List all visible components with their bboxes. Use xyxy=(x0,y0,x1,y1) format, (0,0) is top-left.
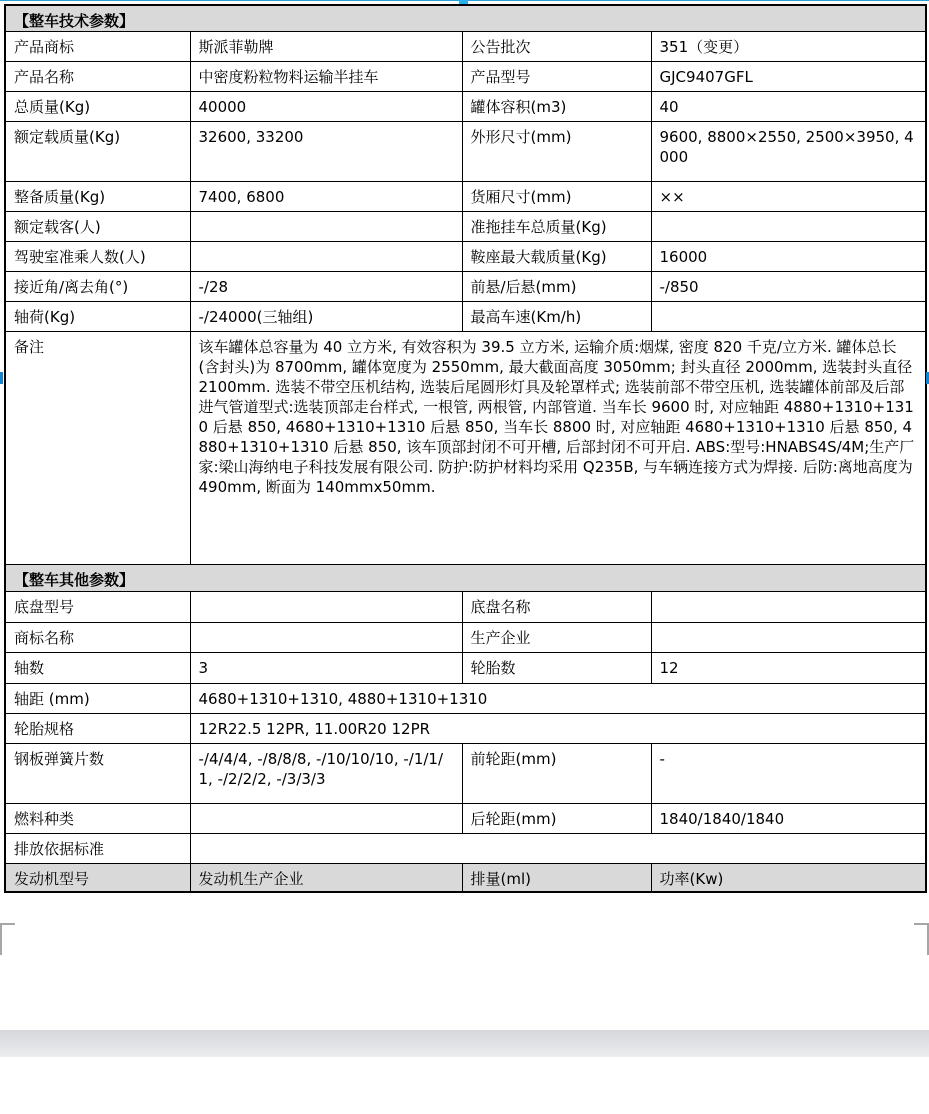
table-row xyxy=(5,62,926,92)
param-label-cell: 底盘名称 xyxy=(462,592,651,623)
section-title: 【整车技术参数】 xyxy=(5,5,926,32)
param-value-cell: -/24000(三轴组) xyxy=(190,302,462,332)
param-value-cell: 斯派菲勒牌 xyxy=(190,32,462,62)
section-header-row xyxy=(5,565,926,592)
param-label-cell: 货厢尺寸(mm) xyxy=(462,182,651,212)
param-value-cell: -/28 xyxy=(190,272,462,302)
param-value-cell: 9600, 8800×2550, 2500×3950, 4000 xyxy=(651,122,926,182)
table-row xyxy=(5,272,926,302)
param-value-cell: - xyxy=(651,744,926,804)
next-frame-corner-left xyxy=(0,923,15,955)
table-row xyxy=(5,684,926,714)
table-row xyxy=(5,592,926,623)
param-label-cell: 钢板弹簧片数 xyxy=(5,744,190,804)
param-value-cell: 16000 xyxy=(651,242,926,272)
param-label-cell: 总质量(Kg) xyxy=(5,92,190,122)
param-label-cell: 前轮距(mm) xyxy=(462,744,651,804)
param-label-cell: 燃料种类 xyxy=(5,804,190,834)
param-label-cell: 罐体容积(m3) xyxy=(462,92,651,122)
next-frame-corner-right xyxy=(914,923,929,955)
param-label-cell: 排量(ml) xyxy=(462,864,651,892)
param-value-cell: 该车罐体总容量为 40 立方米, 有效容积为 39.5 立方米, 运输介质:烟煤, 密度 820 千克/立方米. 罐体总长(含封头)为 8700mm, 罐体宽度为 2550mm, 最大截面高度 3050mm; 封头直径 2000mm, 选装封头直径 2100mm. 选装不带空压机结构, 选装后尾圆形灯具及轮罩样式; 选装前部不带空压机, 选装罐体前部及后部进气管道型式:选装顶部走台样式, 一根管, 两根管, 内部管道. 当车长 9600 时, 对应轴距 4880+1310+1310 后悬 850, 4680+1310+1310 后悬 850, 当车长 8800 时, 对应轴距 4680+1310+1310 后悬 850, 4880+1310+1310 后悬 850, 该车顶部封闭不可开槽, 后部封闭不可开启. ABS:型号:HNABS4S/4M;生产厂家:梁山海纳电子科技发展有限公司. 防护:防护材料均采用 Q235B, 与车辆连接方式为焊接. 后防:离地高度为 490mm, 断面为 140mmx50mm. xyxy=(190,332,926,565)
table-row xyxy=(5,623,926,653)
param-label-cell: 产品型号 xyxy=(462,62,651,92)
param-label-cell: 外形尺寸(mm) xyxy=(462,122,651,182)
param-label-cell: 接近角/离去角(°) xyxy=(5,272,190,302)
bottom-gradient-band xyxy=(0,1030,929,1057)
param-label-cell: 最高车速(Km/h) xyxy=(462,302,651,332)
param-value-cell: GJC9407GFL xyxy=(651,62,926,92)
param-label-cell: 轮胎数 xyxy=(462,653,651,684)
param-label-cell: 备注 xyxy=(5,332,190,565)
param-value-cell xyxy=(651,623,926,653)
param-label-cell: 发动机生产企业 xyxy=(190,864,462,892)
table-row xyxy=(5,302,926,332)
table-row xyxy=(5,714,926,744)
spec-table xyxy=(4,4,927,893)
param-label-cell: 轴数 xyxy=(5,653,190,684)
table-row xyxy=(5,653,926,684)
param-value-cell xyxy=(651,212,926,242)
param-label-cell: 前悬/后悬(mm) xyxy=(462,272,651,302)
param-label-cell: 产品商标 xyxy=(5,32,190,62)
selection-handle-left xyxy=(0,372,3,384)
table-row xyxy=(5,744,926,804)
param-value-cell: 12R22.5 12PR, 11.00R20 12PR xyxy=(190,714,926,744)
param-label-cell: 轴荷(Kg) xyxy=(5,302,190,332)
table-row xyxy=(5,864,926,892)
param-value-cell: 中密度粉粒物料运输半挂车 xyxy=(190,62,462,92)
param-value-cell: 3 xyxy=(190,653,462,684)
param-value-cell: 40000 xyxy=(190,92,462,122)
section-title: 【整车其他参数】 xyxy=(5,565,926,592)
section-header-row xyxy=(5,5,926,32)
table-row xyxy=(5,834,926,864)
param-label-cell: 底盘型号 xyxy=(5,592,190,623)
param-label-cell: 额定载质量(Kg) xyxy=(5,122,190,182)
table-row xyxy=(5,242,926,272)
param-value-cell: 40 xyxy=(651,92,926,122)
param-label-cell: 功率(Kw) xyxy=(651,864,926,892)
table-row xyxy=(5,182,926,212)
param-value-cell: 32600, 33200 xyxy=(190,122,462,182)
param-label-cell: 商标名称 xyxy=(5,623,190,653)
param-label-cell: 驾驶室准乘人数(人) xyxy=(5,242,190,272)
table-row xyxy=(5,804,926,834)
param-value-cell: -/850 xyxy=(651,272,926,302)
param-label-cell: 公告批次 xyxy=(462,32,651,62)
table-row xyxy=(5,212,926,242)
param-label-cell: 发动机型号 xyxy=(5,864,190,892)
param-label-cell: 排放依据标准 xyxy=(5,834,190,864)
param-value-cell: 351（变更） xyxy=(651,32,926,62)
param-value-cell xyxy=(190,834,926,864)
param-value-cell xyxy=(190,242,462,272)
table-row xyxy=(5,332,926,565)
param-label-cell: 整备质量(Kg) xyxy=(5,182,190,212)
param-value-cell xyxy=(651,592,926,623)
param-label-cell: 轮胎规格 xyxy=(5,714,190,744)
param-value-cell xyxy=(651,302,926,332)
table-row xyxy=(5,32,926,62)
param-value-cell: 7400, 6800 xyxy=(190,182,462,212)
param-label-cell: 生产企业 xyxy=(462,623,651,653)
param-value-cell: -/4/4/4, -/8/8/8, -/10/10/10, -/1/1/1, -/2/2/2, -/3/3/3 xyxy=(190,744,462,804)
param-value-cell: 4680+1310+1310, 4880+1310+1310 xyxy=(190,684,926,714)
param-label-cell: 鞍座最大载质量(Kg) xyxy=(462,242,651,272)
param-label-cell: 额定载客(人) xyxy=(5,212,190,242)
param-value-cell xyxy=(190,623,462,653)
param-value-cell: ×× xyxy=(651,182,926,212)
param-value-cell xyxy=(190,212,462,242)
param-value-cell xyxy=(190,592,462,623)
param-value-cell xyxy=(190,804,462,834)
param-label-cell: 准拖挂车总质量(Kg) xyxy=(462,212,651,242)
param-label-cell: 轴距 (mm) xyxy=(5,684,190,714)
spec-table-body xyxy=(5,5,926,892)
param-label-cell: 产品名称 xyxy=(5,62,190,92)
param-value-cell: 1840/1840/1840 xyxy=(651,804,926,834)
param-value-cell: 12 xyxy=(651,653,926,684)
table-row xyxy=(5,122,926,182)
param-label-cell: 后轮距(mm) xyxy=(462,804,651,834)
table-row xyxy=(5,92,926,122)
